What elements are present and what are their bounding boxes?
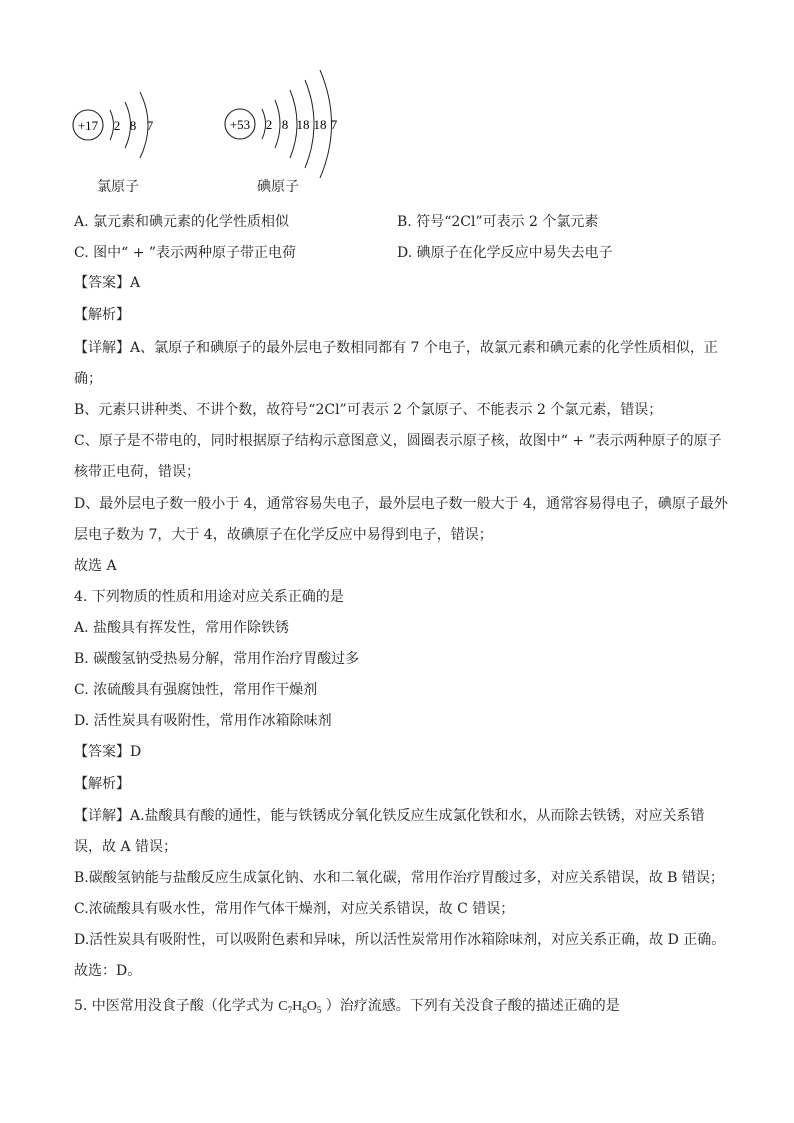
iodine-shell-electrons-4: 18 (313, 117, 327, 132)
iodine-atom-diagram (225, 70, 338, 178)
q3-detail-line-5: 核带正电荷，错误； (74, 464, 200, 480)
iodine-shell-electrons-3: 18 (296, 117, 310, 132)
q5-formula-c: C (278, 999, 288, 1014)
q3-option-c: C. 图中“ + ”表示两种原子带正电荷 (74, 245, 297, 261)
q5-formula-c-sub: 7 (287, 1005, 293, 1015)
iodine-shell-arc-2 (275, 100, 280, 148)
q4-analysis-label: 【解析】 (74, 776, 130, 792)
q4-stem: 4. 下列物质的性质和用途对应关系正确的是 (74, 589, 344, 605)
q5-stem (74, 996, 620, 1020)
chlorine-atom-caption: 氯原子 (97, 179, 139, 195)
q3-detail-line-4: C、原子是不带电的，同时根据原子结构示意图意义，圆圈表示原子核，故图中“ + ”表示两种原子的原子 (74, 433, 722, 449)
q4-detail-line-1: 【详解】A.盐酸具有酸的通性，能与铁锈成分氧化铁反应生成氯化铁和水，从而除去铁锈，对应关系错 (74, 808, 705, 824)
chlorine-shell-electrons-3: 7 (146, 118, 154, 133)
q5-formula-h: H (292, 999, 303, 1014)
q5-formula (278, 999, 321, 1014)
q4-option-a: A. 盐酸具有挥发性，常用作除铁锈 (74, 620, 290, 636)
q3-option-d: D. 碘原子在化学反应中易失去电子 (397, 245, 613, 261)
q3-detail-line-1: 【详解】A、氯原子和碘原子的最外层电子数相同都有 7 个电子，故氯元素和碘元素的化学性质相似，正 (74, 340, 718, 356)
q4-detail-line-3: B.碳酸氢钠能与盐酸反应生成氯化钠、水和二氧化碳，常用作治疗胃酸过多，对应关系错误，故 B 错误； (74, 870, 724, 886)
q3-option-b: B. 符号“2Cl”可表示 2 个氯元素 (397, 214, 599, 230)
q5-stem-prefix: 5. 中医常用没食子酸（化学式为 (74, 998, 279, 1014)
chlorine-shell-electrons-2: 8 (129, 118, 137, 133)
q4-detail-line-2: 误，故 A 错误； (74, 839, 178, 855)
q3-detail-line-3: B、元素只讲种类、不讲个数，故符号“2Cl”可表示 2 个氯原子、不能表示 2 个氯元素，错误； (74, 402, 663, 418)
q4-option-d: D. 活性炭具有吸附性，常用作冰箱除味剂 (74, 713, 332, 729)
q3-option-a: A. 氯元素和碘元素的化学性质相似 (74, 214, 290, 230)
iodine-shell-electrons-1: 2 (265, 117, 273, 132)
q5-formula-o: O (306, 999, 317, 1014)
q3-detail-line-6: D、最外层电子数一般小于 4，通常容易失电子，最外层电子数一般大于 4，通常容易得电子，碘原子最外 (74, 496, 728, 512)
q4-option-c: C. 浓硫酸具有强腐蚀性，常用作干燥剂 (74, 682, 318, 698)
q5-formula-h-sub: 6 (302, 1005, 307, 1015)
q5-stem-suffix: ）治疗流感。下列有关没食子酸的描述正确的是 (321, 998, 620, 1014)
chlorine-nucleus-charge: +17 (77, 118, 99, 133)
iodine-shell-electrons-2: 8 (281, 117, 289, 132)
q3-analysis-label: 【解析】 (74, 307, 130, 323)
iodine-shell-electrons-5: 7 (330, 117, 338, 132)
q4-detail-line-5: D.活性炭具有吸附性，可以吸附色素和异味，所以活性炭常用作冰箱除味剂，对应关系正确，故 D 正确。 (74, 932, 726, 948)
q4-detail-line-6: 故选：D。 (74, 963, 142, 979)
q4-detail-line-4: C.浓硫酸具有吸水性，常用作气体干燥剂，对应关系错误，故 C 错误； (74, 901, 515, 917)
q3-detail-line-2: 确； (74, 371, 102, 387)
q3-answer: 【答案】A (74, 275, 141, 291)
chlorine-atom-diagram (73, 92, 154, 158)
chlorine-shell-electrons-1: 2 (113, 118, 121, 133)
q5-formula-o-sub: 5 (316, 1005, 322, 1015)
q4-option-b: B. 碳酸氢钠受热易分解，常用作治疗胃酸过多 (74, 651, 360, 667)
q4-answer: 【答案】D (74, 744, 142, 760)
q3-detail-line-8: 故选 A (74, 558, 117, 574)
iodine-nucleus-charge: +53 (229, 117, 251, 132)
iodine-atom-caption: 碘原子 (257, 179, 299, 195)
q3-detail-line-7: 层电子数为 7，大于 4，故碘原子在化学反应中易得到电子，错误； (74, 527, 493, 543)
